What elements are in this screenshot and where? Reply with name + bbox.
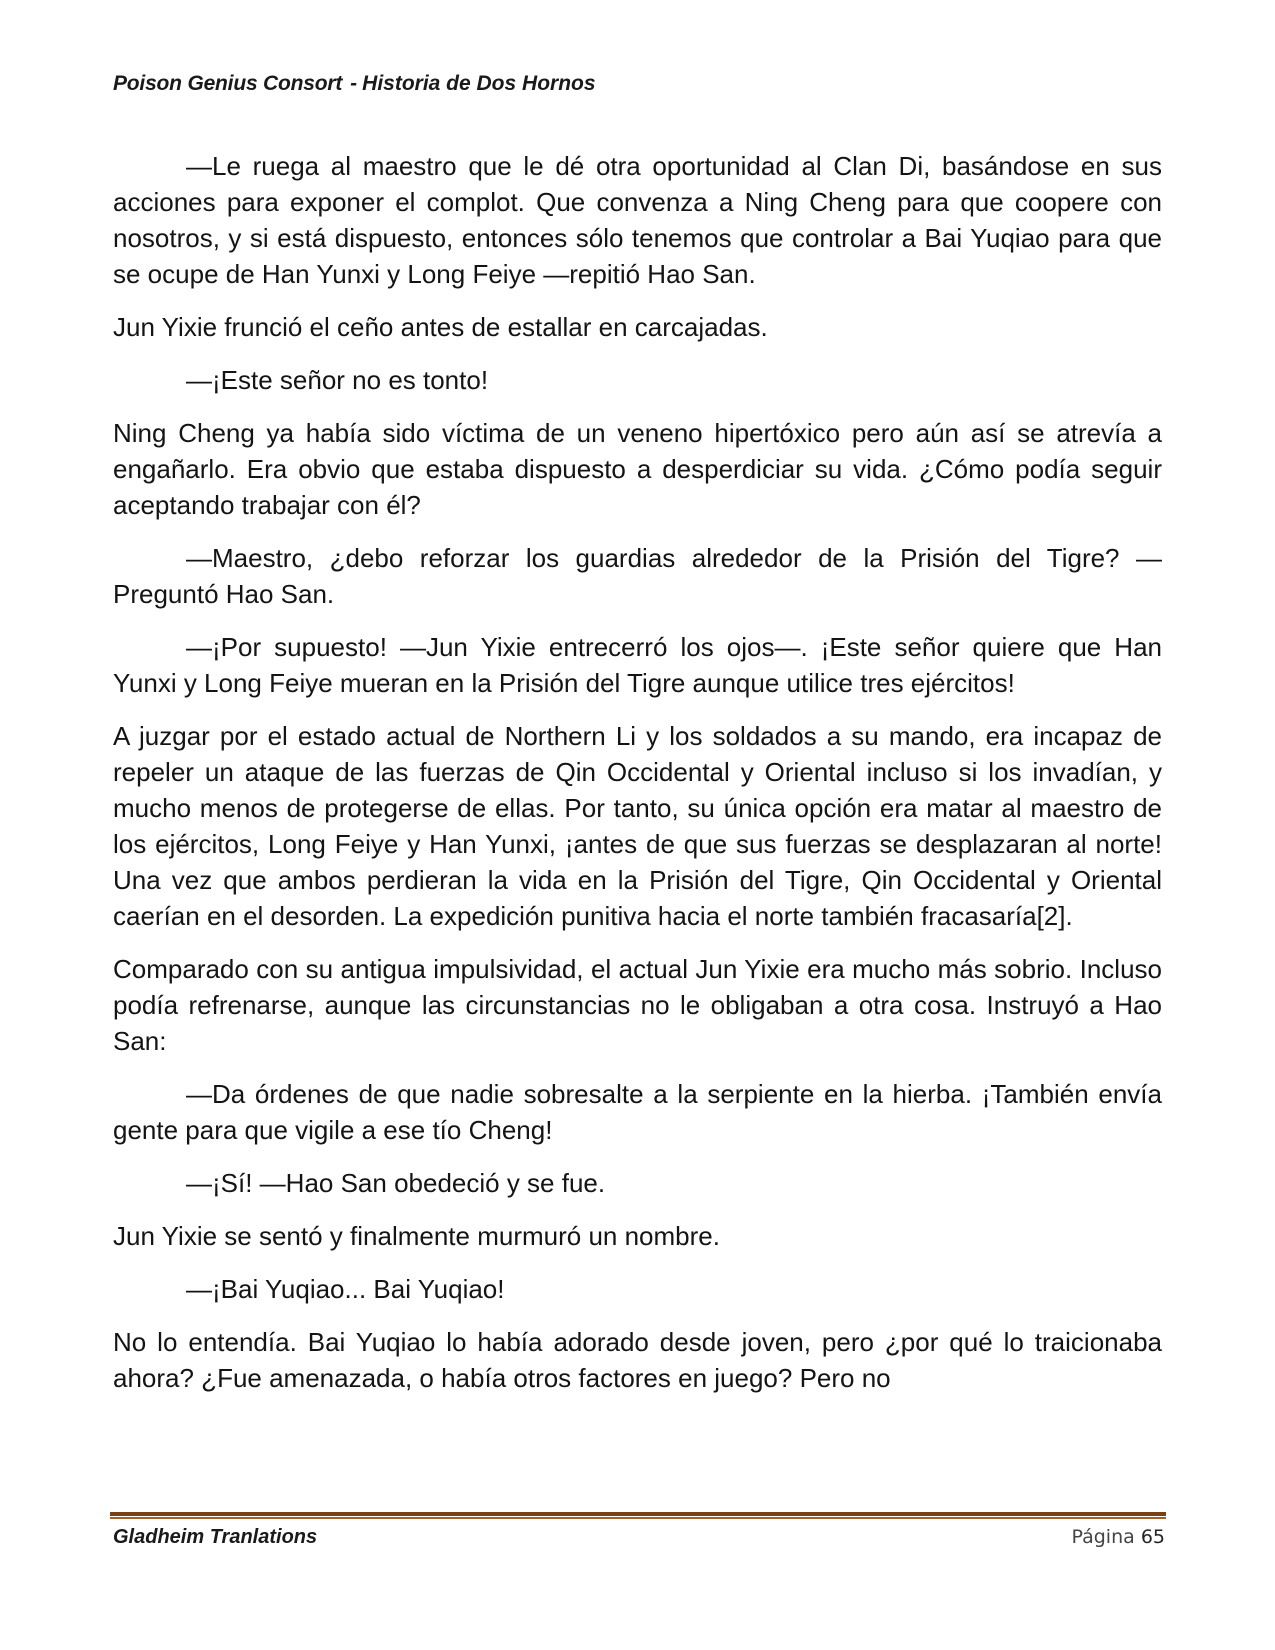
- paragraph-13: No lo entendía. Bai Yuqiao lo había adorado desde joven, pero ¿por qué lo traicionaba ahora? ¿Fue amenazada, o había otros factores en juego? Pero no: [113, 1327, 1162, 1393]
- header-separator: -: [350, 72, 358, 95]
- paragraph-4: Ning Cheng ya había sido víctima de un veneno hipertóxico pero aún así se atrevía a engañarlo. Era obvio que estaba dispuesto a desperdiciar su vida. ¿Cómo podía seguir aceptando trabajar con él?: [113, 418, 1162, 520]
- page-body: [113, 148, 1162, 1413]
- chapter-title: Historia de Dos Hornos: [362, 72, 596, 95]
- footer-divider-thin: [110, 1517, 1166, 1519]
- paragraph-5: —Maestro, ¿debo reforzar los guardias alrededor de la Prisión del Tigre? —Preguntó Hao San.: [113, 543, 1162, 609]
- translator-credit: Gladheim Tranlations: [113, 1526, 318, 1548]
- paragraph-12: —¡Bai Yuqiao... Bai Yuqiao!: [186, 1274, 505, 1304]
- paragraph-8: Comparado con su antigua impulsividad, el actual Jun Yixie era mucho más sobrio. Incluso podía refrenarse, aunque las circunstancias no le obligaban a otra cosa. Instruyó a Hao San:: [113, 954, 1162, 1056]
- series-title: Poison Genius Consort: [113, 72, 343, 95]
- paragraph-6: —¡Por supuesto! —Jun Yixie entrecerró los ojos—. ¡Este señor quiere que Han Yunxi y Long Feiye mueran en la Prisión del Tigre aunque utilice tres ejércitos!: [113, 632, 1162, 698]
- page-number: 65: [1140, 1526, 1165, 1548]
- page-number-label: [1071, 1526, 1165, 1548]
- paragraph-3: —¡Este señor no es tonto!: [186, 365, 489, 395]
- footer-divider-thick: [110, 1512, 1166, 1516]
- paragraph-11: Jun Yixie se sentó y finalmente murmuró un nombre.: [113, 1221, 720, 1251]
- paragraph-9: —Da órdenes de que nadie sobresalte a la serpiente en la hierba. ¡También envía gente para que vigile a ese tío Cheng!: [113, 1079, 1162, 1145]
- paragraph-7: A juzgar por el estado actual de Northern Li y los soldados a su mando, era incapaz de repeler un ataque de las fuerzas de Qin Occidental y Oriental incluso si los invadían, y mucho menos de protegerse de ellas. Por tanto, su única opción era matar al maestro de los ejércitos, Long Feiye y Han Yunxi, ¡antes de que sus fuerzas se desplazaran al norte! Una vez que ambos perdieran la vida en la Prisión del Tigre, Qin Occidental y Oriental caerían en el desorden. La expedición punitiva hacia el norte también fracasaría[2].: [113, 721, 1162, 931]
- paragraph-10: —¡Sí! —Hao San obedeció y se fue.: [186, 1168, 606, 1198]
- footer-divider: [110, 1512, 1166, 1519]
- running-header: [113, 72, 596, 96]
- page-label: Página: [1071, 1526, 1135, 1548]
- paragraph-2: Jun Yixie frunció el ceño antes de estallar en carcajadas.: [113, 312, 768, 342]
- paragraph-1: —Le ruega al maestro que le dé otra oportunidad al Clan Di, basándose en sus acciones para exponer el complot. Que convenza a Ning Cheng para que coopere con nosotros, y si está dispuesto, entonces sólo tenemos que controlar a Bai Yuqiao para que se ocupe de Han Yunxi y Long Feiye —repitió Hao San.: [113, 151, 1162, 289]
